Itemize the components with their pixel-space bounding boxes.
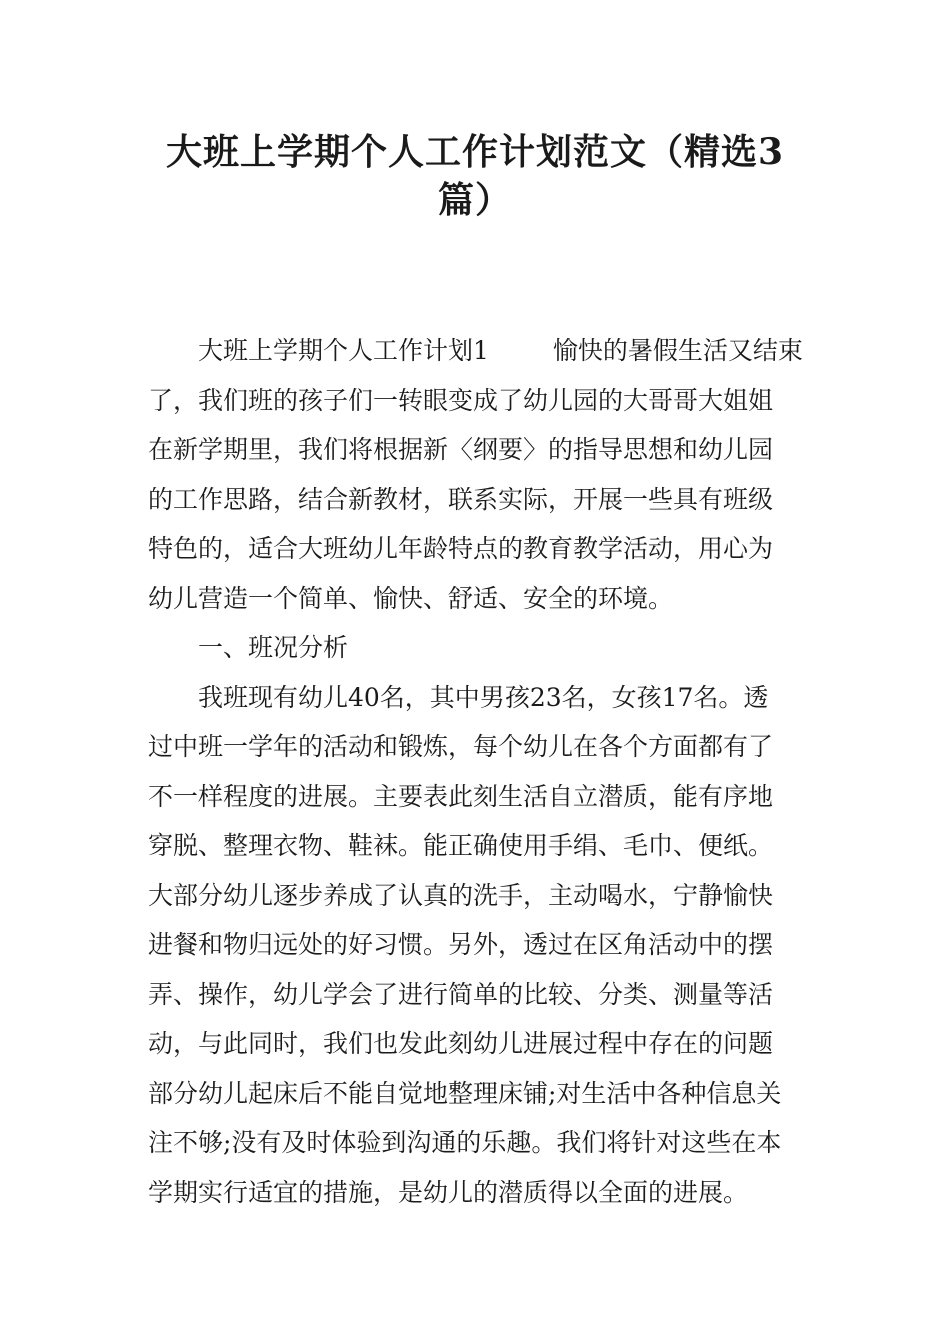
paragraph-intro [148, 326, 808, 623]
paragraph-line: 的工作思路，结合新教材，联系实际，开展一些具有班级 [148, 484, 774, 514]
paragraph-line: 幼儿营造一个简单、愉快、舒适、安全的环境。 [148, 583, 674, 613]
paragraph-line: 过中班一学年的活动和锻炼，每个幼儿在各个方面都有了 [148, 732, 774, 761]
paragraph-line: 进餐和物归远处的好习惯。另外，透过在区角活动中的摆 [148, 930, 774, 959]
paragraph-line: 穿脱、整理衣物、鞋袜。能正确使用手绢、毛巾、便纸。 [148, 831, 774, 860]
paragraph-line: 弄、操作，幼儿学会了进行简单的比较、分类、测量等活 [148, 979, 774, 1009]
paragraph-line [148, 326, 808, 376]
title-line: 大班上学期个人工作计划范文（精选3 [165, 131, 785, 173]
section-heading-class-analysis [148, 623, 808, 673]
paragraph-line: 了，我们班的孩子们一转眼变成了幼儿园的大哥哥大姐姐 [148, 385, 774, 415]
document-title [150, 128, 800, 224]
paragraph-class-analysis [148, 673, 808, 1218]
paragraph-line: 一、班况分析 [198, 633, 349, 662]
paragraph-line: 大部分幼儿逐步养成了认真的洗手，主动喝水，宁静愉快 [148, 880, 774, 910]
paragraph-line: 部分幼儿起床后不能自觉地整理床铺;对生活中各种信息关 [148, 1078, 782, 1108]
document-body [148, 326, 808, 1217]
paragraph-line: 特色的，适合大班幼儿年龄特点的教育教学活动，用心为 [148, 534, 774, 563]
paragraph-line: 我班现有幼儿40名，其中男孩23名，女孩17名。透 [198, 682, 769, 712]
paragraph-line: 注不够;没有及时体验到沟通的乐趣。我们将针对这些在本 [148, 1128, 782, 1157]
paragraph-line: 不一样程度的进展。主要表此刻生活自立潜质，能有序地 [148, 781, 774, 811]
section-heading-plan-1: 大班上学期个人工作计划1 [198, 336, 489, 365]
intro-text: 愉快的暑假生活又结束 [552, 336, 803, 365]
paragraph-line: 学期实行适宜的措施，是幼儿的潜质得以全面的进展。 [148, 1177, 749, 1207]
title-line: 篇） [437, 179, 512, 221]
paragraph-line: 动，与此同时，我们也发此刻幼儿进展过程中存在的问题 [148, 1029, 774, 1058]
paragraph-line: 在新学期里，我们将根据新〈纲要〉的指导思想和幼儿园 [148, 435, 774, 464]
